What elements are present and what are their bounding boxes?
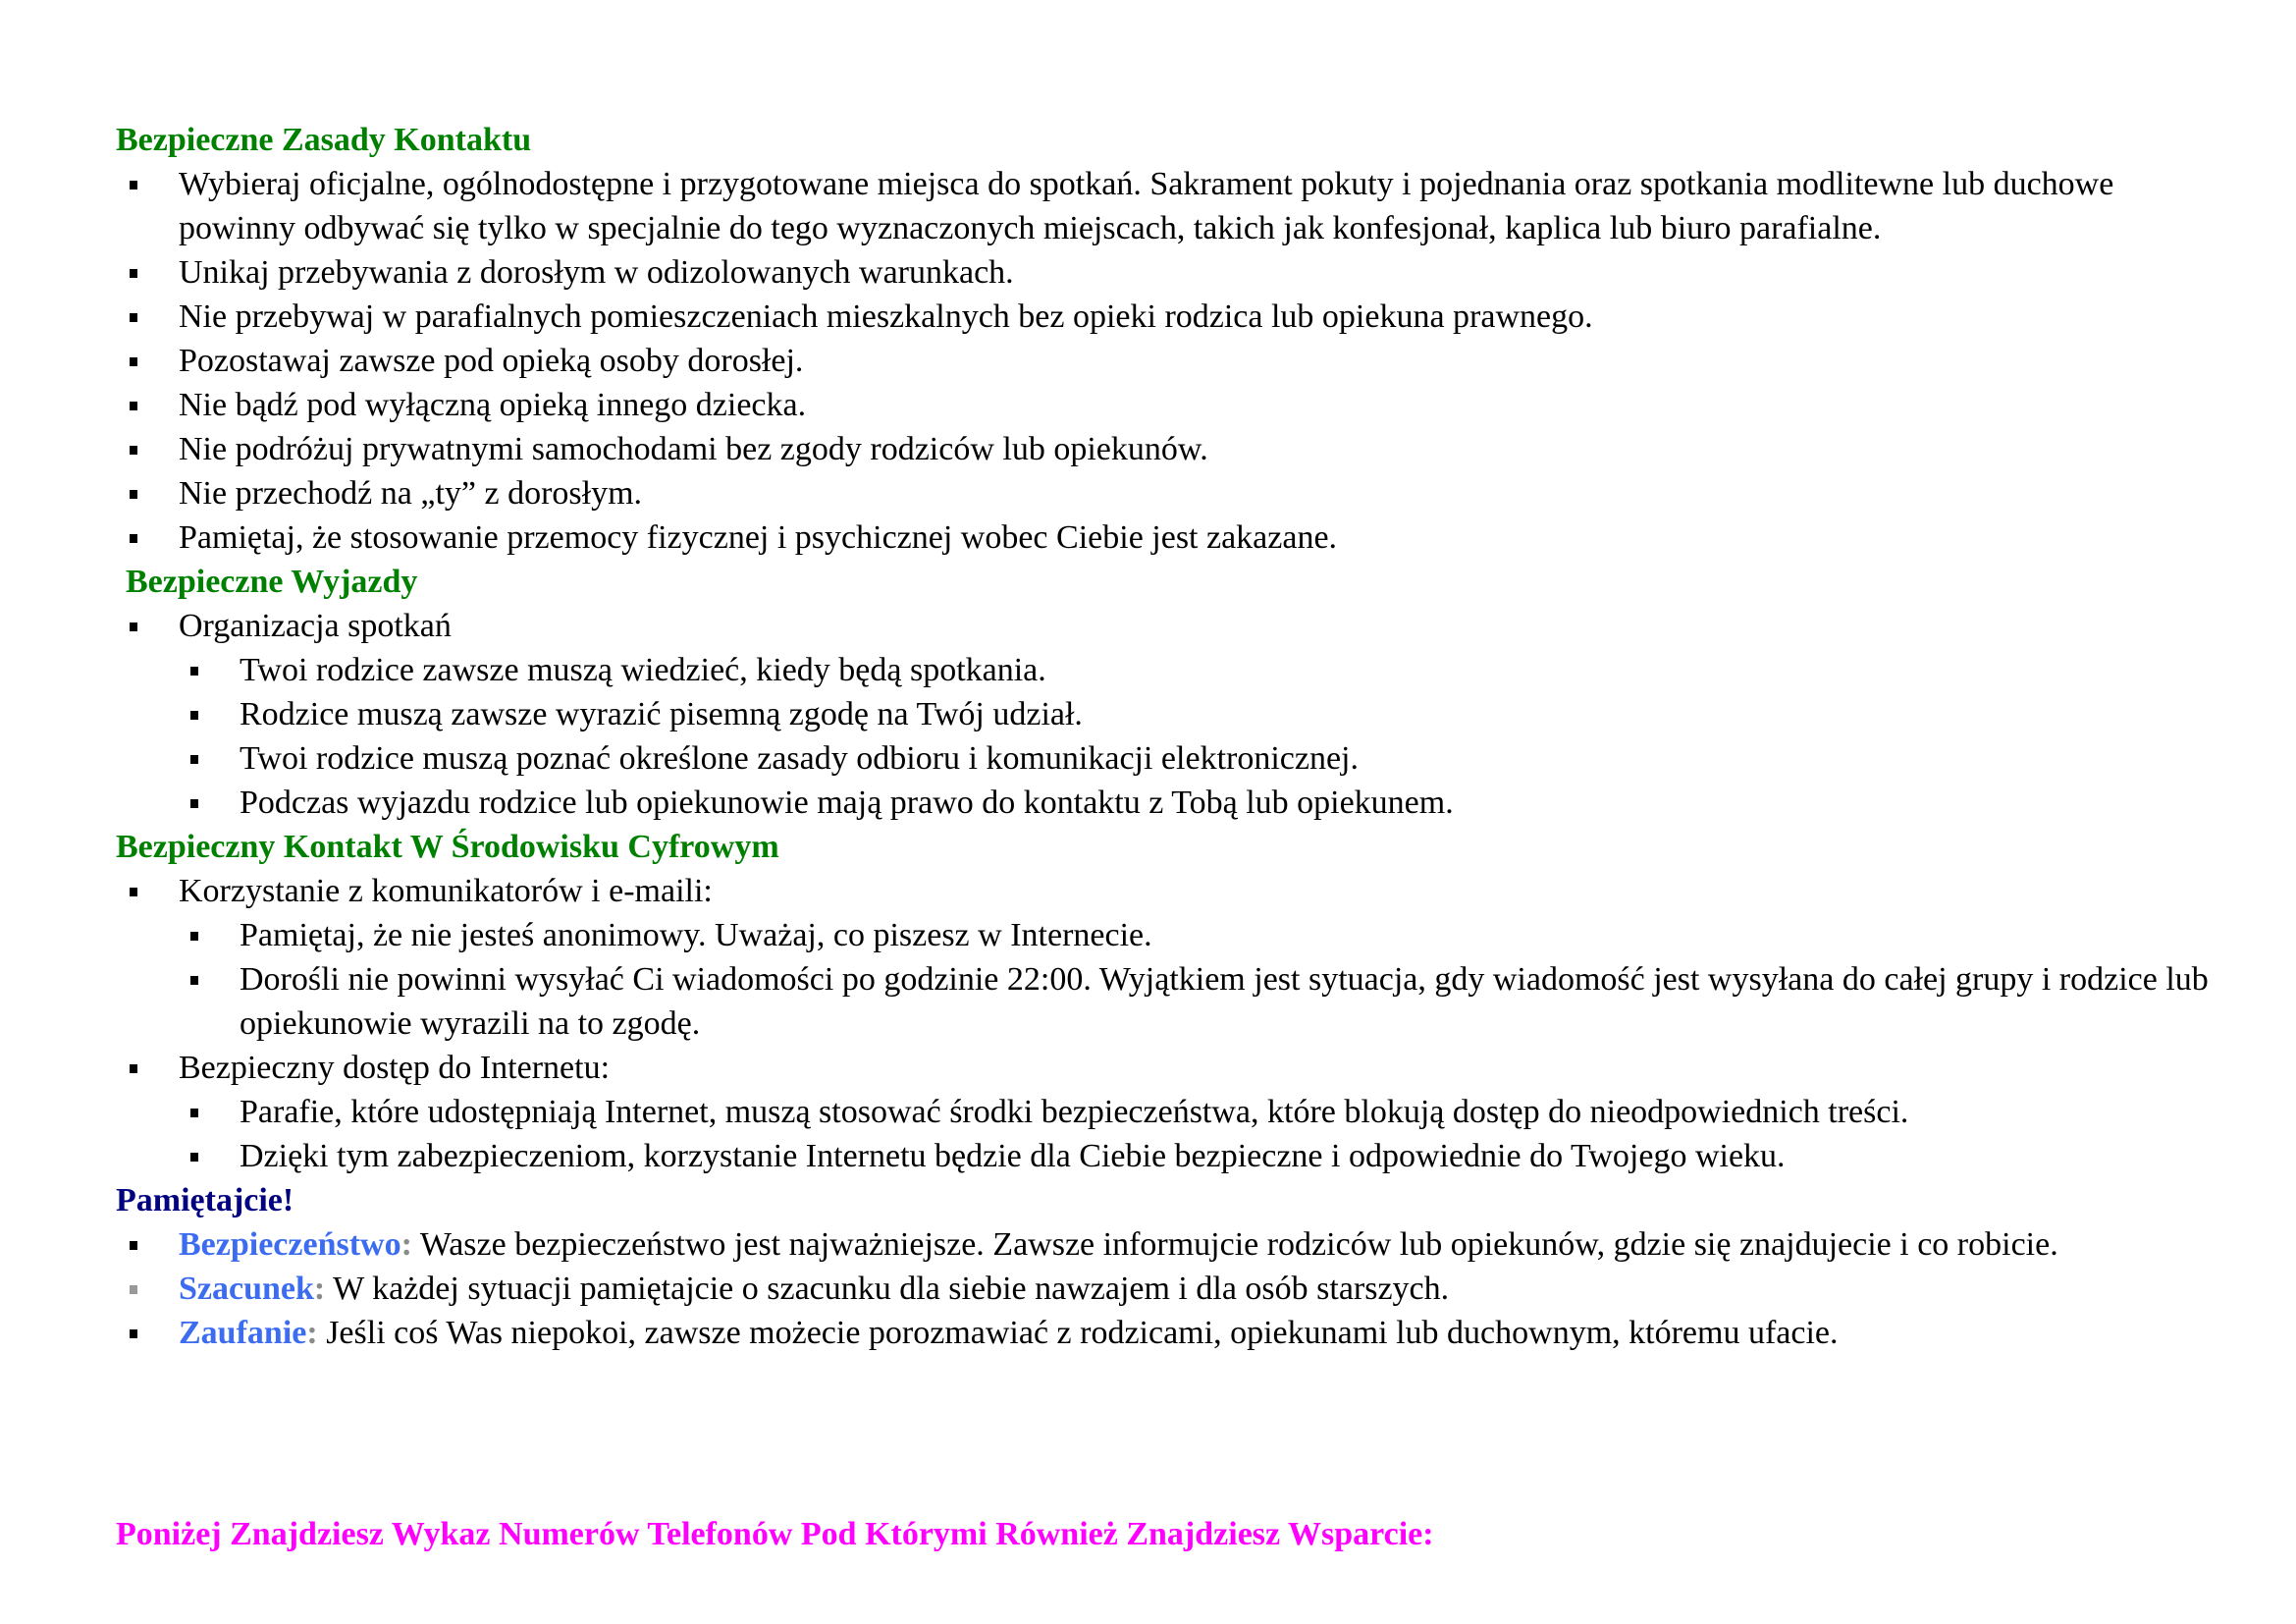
list-item: Nie podróżuj prywatnymi samochodami bez zgody rodziców lub opiekunów. — [116, 427, 2216, 471]
list-item: Wybieraj oficjalne, ogólnodostępne i przygotowane miejsca do spotkań. Sakrament pokuty i pojednania oraz spotkania modlitewne lub duchowe powinny odbywać się tylko w specjalnie do tego wyznaczonych miejscach, takich jak konfesjonał, kaplica lub biuro parafialne. — [116, 162, 2216, 250]
bullet-icon — [190, 755, 198, 764]
list-item: Korzystanie z komunikatorów i e-maili: — [116, 869, 2216, 913]
bullet-icon — [130, 1241, 137, 1250]
bullet-icon — [190, 976, 198, 985]
digital-contact-list — [116, 869, 2216, 1178]
list-item: Bezpieczeństwo: Wasze bezpieczeństwo jest najważniejsze. Zawsze informujcie rodziców lub opiekunów, gdzie się znajdujecie i co robicie. — [116, 1222, 2216, 1267]
sub-list-item: Dzięki tym zabezpieczeniom, korzystanie Internetu będzie dla Ciebie bezpieczne i odpowiednie do Twojego wieku. — [116, 1134, 2216, 1178]
list-item: Nie przebywaj w parafialnych pomieszczeniach mieszkalnych bez opieki rodzica lub opiekuna prawnego. — [116, 295, 2216, 339]
bullet-icon — [130, 357, 137, 366]
list-item: Organizacja spotkań — [116, 604, 2216, 648]
sub-list-item: Twoi rodzice muszą poznać określone zasady odbioru i komunikacji elektronicznej. — [116, 736, 2216, 781]
key-term: Zaufanie — [179, 1315, 307, 1351]
bullet-icon — [190, 1109, 198, 1117]
phone-numbers-heading: Poniżej Znajdziesz Wykaz Numerów Telefonów Pod Którymi Również Znajdziesz Wsparcie: — [116, 1516, 1434, 1552]
key-term: Szacunek — [179, 1271, 314, 1307]
sub-list-item: Pamiętaj, że nie jesteś anonimowy. Uważaj, co piszesz w Internecie. — [116, 913, 2216, 957]
bullet-icon — [130, 446, 137, 455]
bullet-icon — [190, 932, 198, 941]
remember-heading: Pamiętajcie! — [116, 1182, 294, 1218]
bullet-icon — [130, 1329, 137, 1338]
list-item: Nie bądź pod wyłączną opieką innego dziecka. — [116, 383, 2216, 427]
list-item: Bezpieczny dostęp do Internetu: — [116, 1046, 2216, 1090]
list-item: Pozostawaj zawsze pod opieką osoby dorosłej. — [116, 339, 2216, 383]
list-item: Unikaj przebywania z dorosłym w odizolowanych warunkach. — [116, 250, 2216, 295]
bullet-icon — [130, 313, 137, 322]
bullet-icon — [130, 402, 137, 410]
sub-list-item: Podczas wyjazdu rodzice lub opiekunowie mają prawo do kontaktu z Tobą lub opiekunem. — [116, 781, 2216, 825]
section-heading-contact-rules: Bezpieczne Zasady Kontaktu — [116, 122, 532, 158]
bullet-icon — [130, 490, 137, 499]
sub-list-item: Parafie, które udostępniają Internet, muszą stosować środki bezpieczeństwa, które blokują dostęp do nieodpowiednich treści. — [116, 1090, 2216, 1134]
document-page — [116, 118, 2216, 1355]
bullet-icon — [130, 269, 137, 278]
bullet-icon — [190, 799, 198, 808]
section-heading-trips: Bezpieczne Wyjazdy — [126, 564, 418, 600]
contact-rules-list — [116, 162, 2216, 560]
trips-list — [116, 604, 2216, 825]
list-item: Pamiętaj, że stosowanie przemocy fizycznej i psychicznej wobec Ciebie jest zakazane. — [116, 515, 2216, 560]
remember-list — [116, 1222, 2216, 1355]
list-item: Nie przechodź na „ty” z dorosłym. — [116, 471, 2216, 515]
list-item: Zaufanie: Jeśli coś Was niepokoi, zawsze możecie porozmawiać z rodzicami, opiekunami lub duchownym, któremu ufacie. — [116, 1311, 2216, 1355]
bullet-icon — [130, 888, 137, 896]
bullet-icon — [130, 181, 137, 189]
bullet-icon — [130, 623, 137, 631]
bullet-icon — [130, 534, 137, 543]
bullet-icon — [190, 1153, 198, 1162]
list-item: Szacunek: W każdej sytuacji pamiętajcie o szacunku dla siebie nawzajem i dla osób starszych. — [116, 1267, 2216, 1311]
section-heading-digital-contact: Bezpieczny Kontakt W Środowisku Cyfrowym — [116, 829, 779, 865]
sub-list-item: Rodzice muszą zawsze wyrazić pisemną zgodę na Twój udział. — [116, 692, 2216, 736]
sub-list-item: Dorośli nie powinni wysyłać Ci wiadomości po godzinie 22:00. Wyjątkiem jest sytuacja, gdy wiadomość jest wysyłana do całej grupy i rodzice lub opiekunowie wyrazili na to zgodę. — [116, 957, 2216, 1046]
key-term: Bezpieczeństwo — [179, 1226, 401, 1263]
bullet-icon — [130, 1064, 137, 1073]
bullet-icon — [130, 1285, 137, 1294]
bullet-icon — [190, 667, 198, 676]
sub-list-item: Twoi rodzice zawsze muszą wiedzieć, kiedy będą spotkania. — [116, 648, 2216, 692]
bullet-icon — [190, 711, 198, 720]
